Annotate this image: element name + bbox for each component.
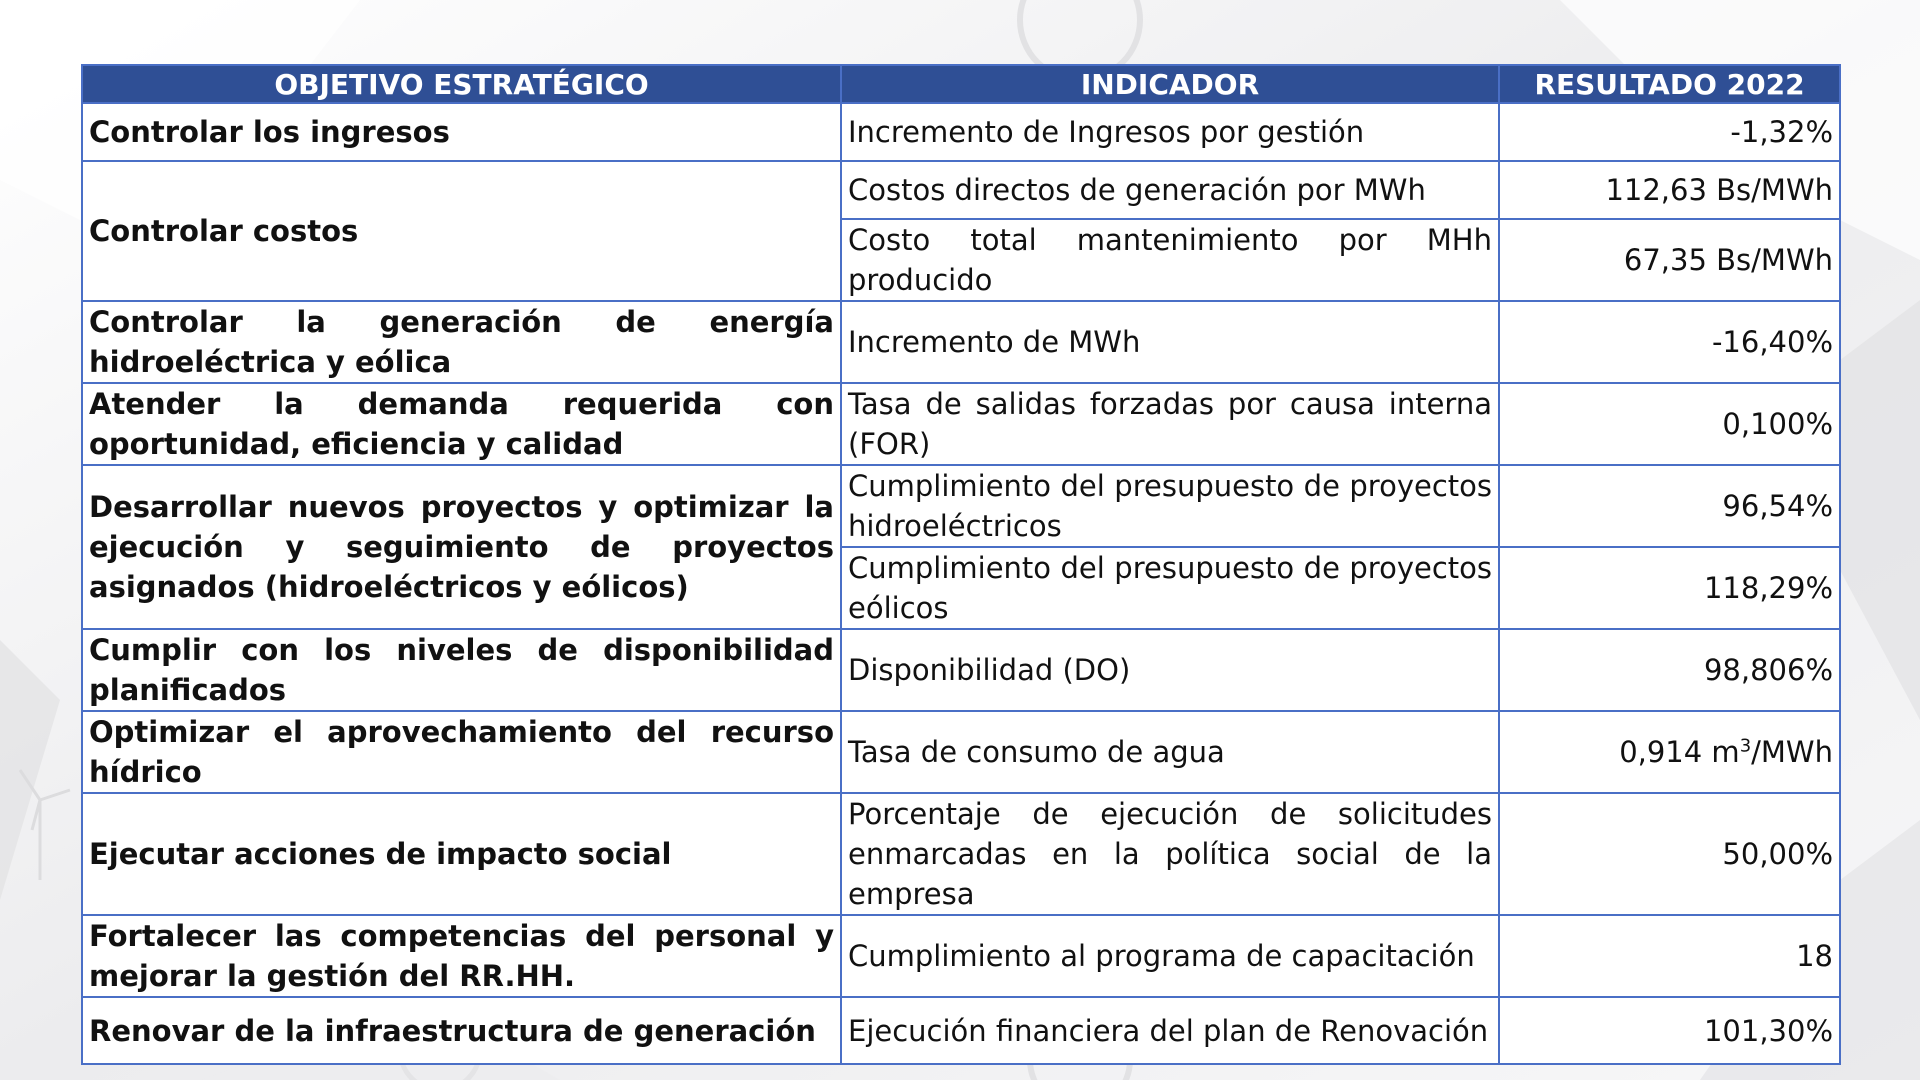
result-cell: 112,63 Bs/MWh — [1499, 161, 1840, 219]
indicator-cell: Cumplimiento del presupuesto de proyectos hidroeléctricos — [841, 465, 1499, 547]
objective-cell: Optimizar el aprovechamiento del recurso hídrico — [82, 711, 841, 793]
objective-cell: Fortalecer las competencias del personal y mejorar la gestión del RR.HH. — [82, 915, 841, 997]
table-row — [82, 711, 1840, 793]
header-indicator: INDICADOR — [841, 65, 1499, 103]
table-row — [82, 301, 1840, 383]
table-header-row — [82, 65, 1840, 103]
strategic-objectives-table-container — [81, 64, 1839, 1065]
indicator-cell: Costos directos de generación por MWh — [841, 161, 1499, 219]
result-cell: -1,32% — [1499, 103, 1840, 161]
result-cell — [1499, 711, 1840, 793]
indicator-cell: Disponibilidad (DO) — [841, 629, 1499, 711]
result-unit: /MWh — [1751, 735, 1833, 769]
result-cell: 67,35 Bs/MWh — [1499, 219, 1840, 301]
table-row — [82, 103, 1840, 161]
indicator-cell: Tasa de salidas forzadas por causa interna (FOR) — [841, 383, 1499, 465]
result-cell: 50,00% — [1499, 793, 1840, 915]
result-cell: 118,29% — [1499, 547, 1840, 629]
table-row — [82, 383, 1840, 465]
table-row — [82, 465, 1840, 547]
objective-cell: Desarrollar nuevos proyectos y optimizar la ejecución y seguimiento de proyectos asignados (hidroeléctricos y eólicos) — [82, 465, 841, 629]
table-row — [82, 629, 1840, 711]
objective-cell: Atender la demanda requerida con oportunidad, eficiencia y calidad — [82, 383, 841, 465]
strategic-objectives-table — [81, 64, 1841, 1065]
result-cell: 101,30% — [1499, 997, 1840, 1064]
result-value: 0,914 m — [1619, 735, 1740, 769]
result-superscript: 3 — [1739, 735, 1752, 757]
table-row — [82, 161, 1840, 219]
table-row — [82, 793, 1840, 915]
objective-cell: Ejecutar acciones de impacto social — [82, 793, 841, 915]
objective-cell: Controlar costos — [82, 161, 841, 301]
header-objective: OBJETIVO ESTRATÉGICO — [82, 65, 841, 103]
indicator-cell: Cumplimiento al programa de capacitación — [841, 915, 1499, 997]
result-cell: 98,806% — [1499, 629, 1840, 711]
indicator-cell: Incremento de MWh — [841, 301, 1499, 383]
indicator-cell: Costo total mantenimiento por MHh producido — [841, 219, 1499, 301]
objective-cell: Renovar de la infraestructura de generación — [82, 997, 841, 1064]
table-row — [82, 997, 1840, 1064]
result-cell: 0,100% — [1499, 383, 1840, 465]
objective-cell: Cumplir con los niveles de disponibilidad planificados — [82, 629, 841, 711]
table-row — [82, 915, 1840, 997]
objective-cell: Controlar los ingresos — [82, 103, 841, 161]
header-result: RESULTADO 2022 — [1499, 65, 1840, 103]
result-cell: 96,54% — [1499, 465, 1840, 547]
indicator-cell: Ejecución financiera del plan de Renovación — [841, 997, 1499, 1064]
result-cell: 18 — [1499, 915, 1840, 997]
indicator-cell: Porcentaje de ejecución de solicitudes enmarcadas en la política social de la empresa — [841, 793, 1499, 915]
result-cell: -16,40% — [1499, 301, 1840, 383]
indicator-cell: Cumplimiento del presupuesto de proyectos eólicos — [841, 547, 1499, 629]
indicator-cell: Tasa de consumo de agua — [841, 711, 1499, 793]
objective-cell: Controlar la generación de energía hidroeléctrica y eólica — [82, 301, 841, 383]
indicator-cell: Incremento de Ingresos por gestión — [841, 103, 1499, 161]
